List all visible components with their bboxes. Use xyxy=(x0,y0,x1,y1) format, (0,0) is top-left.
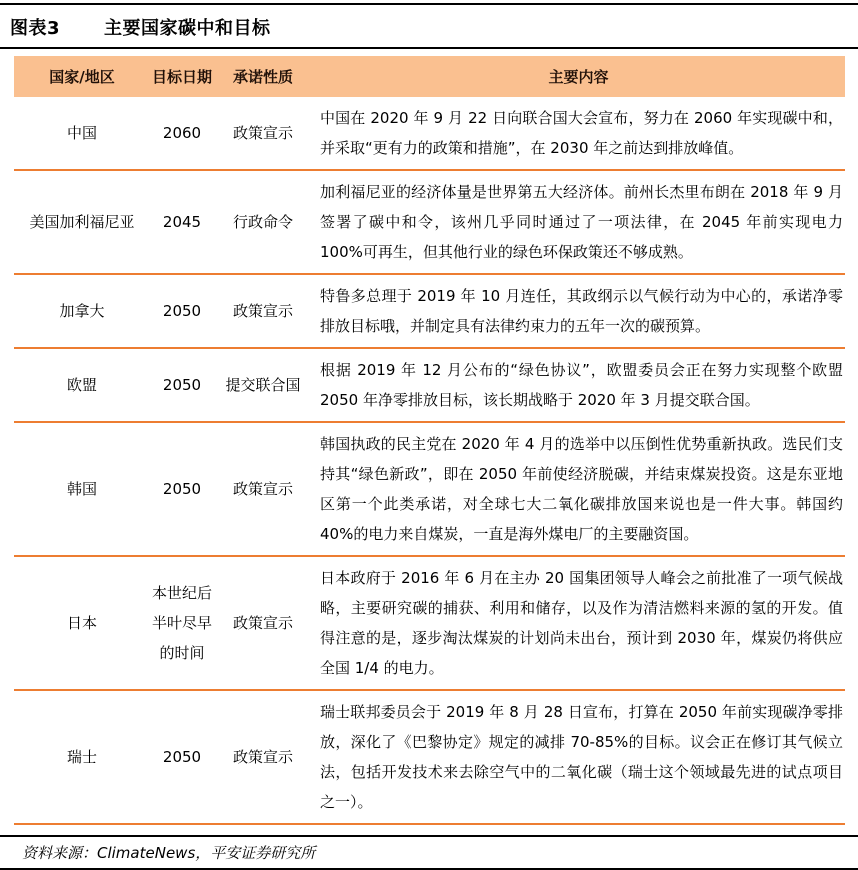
figure-title-row xyxy=(0,5,858,47)
target-date-cell: 2050 xyxy=(162,480,202,498)
carbon-targets-table-wrap xyxy=(14,56,845,825)
country-cell: 日本 xyxy=(66,614,97,632)
country-cell: 韩国 xyxy=(66,480,97,498)
content-cell: 根据 2019 年 12 月公布的“绿色协议”，欧盟委员会正在努力实现整个欧盟 2050 年净零排放目标，该长期战略于 2020 年 3 月提交联合国。 xyxy=(320,361,843,409)
table-row-south-korea xyxy=(14,422,845,556)
content-cell: 特鲁多总理于 2019 年 10 月连任，其政纲示以气候行动为中心的，承诺净零排放目标哦，并制定具有法律约束力的五年一次的碳预算。 xyxy=(320,287,843,335)
target-date-cell: 2050 xyxy=(162,376,202,394)
country-cell: 瑞士 xyxy=(66,748,97,766)
figure-label: 图表3 xyxy=(10,18,61,39)
column-header-content: 主要内容 xyxy=(312,56,845,97)
figure-title: 主要国家碳中和目标 xyxy=(104,18,271,39)
country-cell: 中国 xyxy=(66,124,97,142)
commitment-cell: 政策宣示 xyxy=(232,302,293,320)
target-date-cell: 2050 xyxy=(162,302,202,320)
commitment-cell: 政策宣示 xyxy=(232,124,293,142)
country-cell: 美国加利福尼亚 xyxy=(29,213,135,231)
table-row-china xyxy=(14,97,845,170)
table-row-japan xyxy=(14,556,845,690)
target-date-cell: 2045 xyxy=(162,213,202,231)
target-date-cell: 2060 xyxy=(162,124,202,142)
table-row-california xyxy=(14,170,845,274)
commitment-cell: 提交联合国 xyxy=(225,376,301,394)
target-date-cell: 2050 xyxy=(162,748,202,766)
column-header-commitment: 承诺性质 xyxy=(214,56,312,97)
carbon-targets-table xyxy=(14,56,845,825)
content-cell: 加利福尼亚的经济体量是世界第五大经济体。前州长杰里布朗在 2018 年 9 月签署了碳中和令，该州几乎同时通过了一项法律，在 2045 年前实现电力 100%可再生，但其他行业的绿色环保政策还不够成熟。 xyxy=(320,183,843,261)
column-header-target-date: 目标日期 xyxy=(150,56,214,97)
commitment-cell: 政策宣示 xyxy=(232,614,293,632)
table-row-switzerland xyxy=(14,690,845,824)
report-figure-page xyxy=(0,3,858,870)
title-divider xyxy=(0,47,858,49)
target-date-cell: 本世纪后半叶尽早的时间 xyxy=(151,584,212,662)
commitment-cell: 行政命令 xyxy=(232,213,293,231)
commitment-cell: 政策宣示 xyxy=(232,480,293,498)
commitment-cell: 政策宣示 xyxy=(232,748,293,766)
country-cell: 欧盟 xyxy=(66,376,97,394)
source-note-band xyxy=(0,835,858,870)
content-cell: 韩国执政的民主党在 2020 年 4 月的选举中以压倒性优势重新执政。选民们支持其“绿色新政”，即在 2050 年前使经济脱碳，并结束煤炭投资。这是东亚地区第一个此类承诺，对全球七大二氧化碳排放国来说也是一件大事。韩国约 40%的电力来自煤炭，一直是海外煤电厂的主要融资国。 xyxy=(320,435,843,543)
content-cell: 日本政府于 2016 年 6 月在主办 20 国集团领导人峰会之前批准了一项气候战略，主要研究碳的捕获、利用和储存，以及作为清洁燃料来源的氢的开发。值得注意的是，逐步淘汰煤炭的计划尚未出台，预计到 2030 年，煤炭仍将供应全国 1/4 的电力。 xyxy=(320,569,843,677)
content-cell: 瑞士联邦委员会于 2019 年 8 月 28 日宣布，打算在 2050 年前实现碳净零排放，深化了《巴黎协定》规定的减排 70-85%的目标。议会正在修订其气候立法，包括开发技术来去除空气中的二氧化碳（瑞士这个领域最先进的试点项目之一）。 xyxy=(320,703,843,811)
table-row-eu xyxy=(14,348,845,422)
country-cell: 加拿大 xyxy=(59,302,105,320)
source-note: 资料来源：ClimateNews，平安证券研究所 xyxy=(22,844,316,862)
content-cell: 中国在 2020 年 9 月 22 日向联合国大会宣布，努力在 2060 年实现碳中和，并采取“更有力的政策和措施”，在 2030 年之前达到排放峰值。 xyxy=(320,109,843,157)
table-header-row xyxy=(14,56,845,97)
column-header-country: 国家/地区 xyxy=(14,56,150,97)
table-row-canada xyxy=(14,274,845,348)
